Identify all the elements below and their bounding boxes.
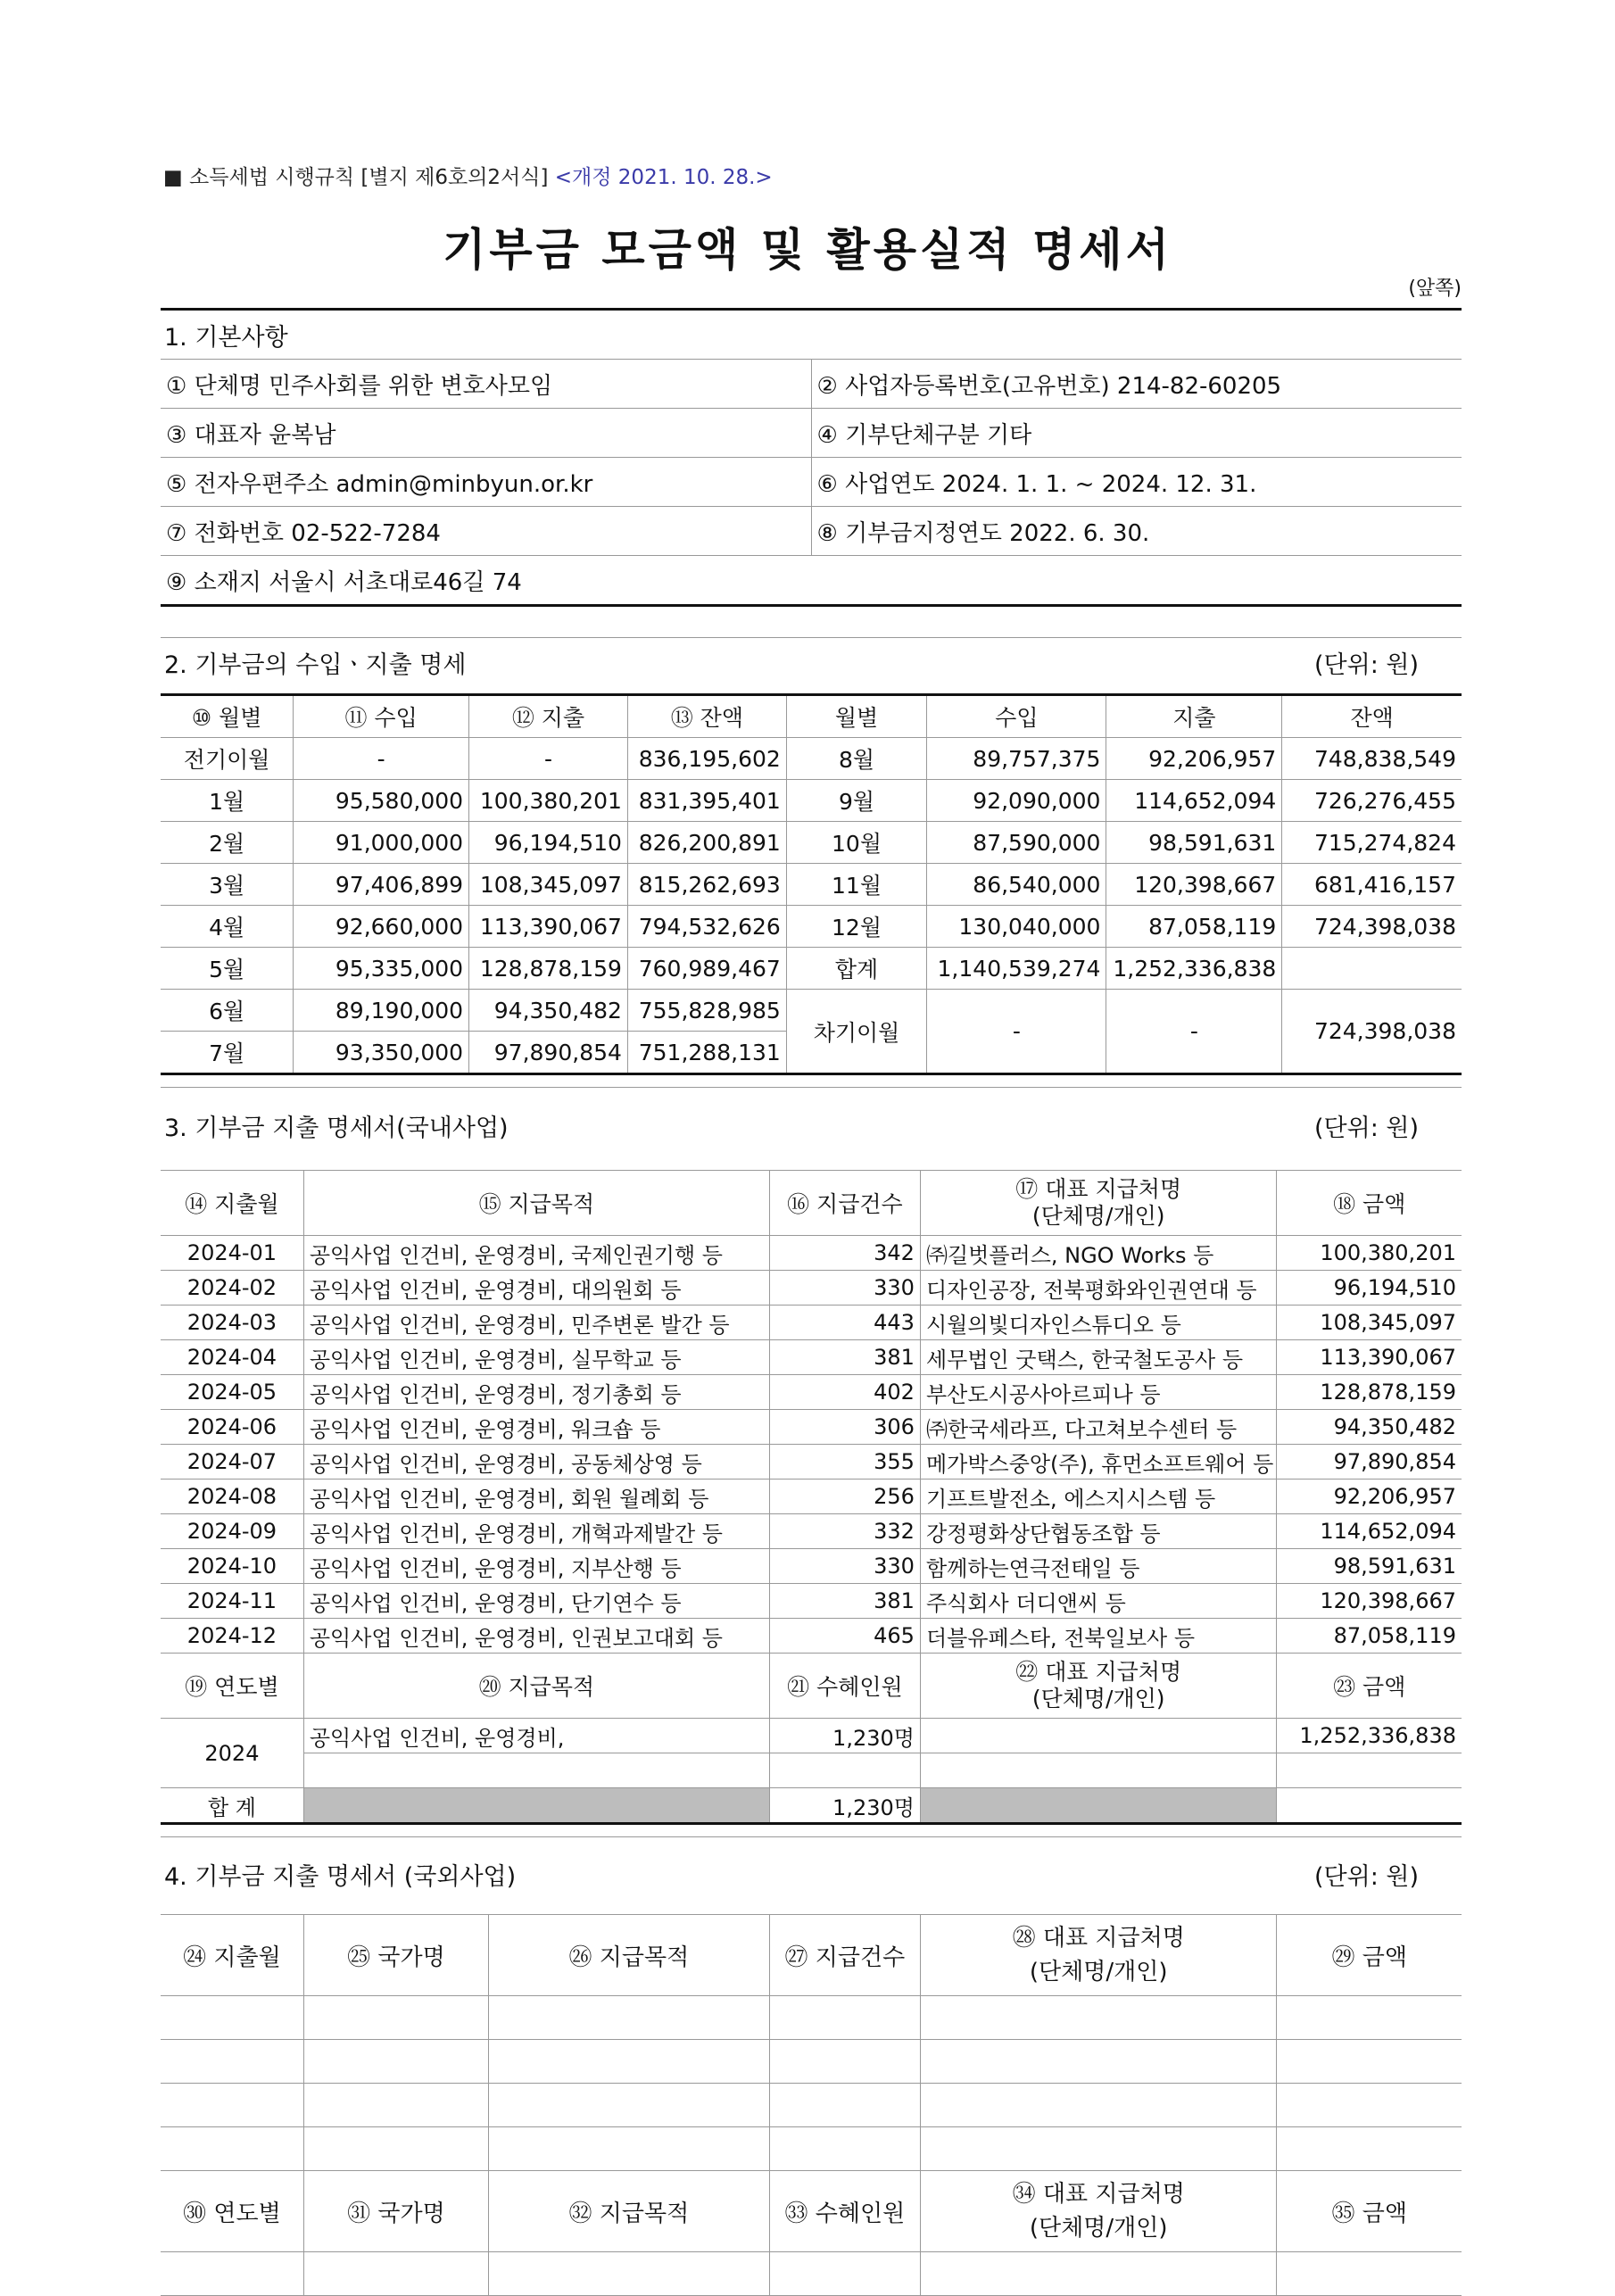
- table-row: 5월 95,335,000 128,878,159 760,989,467 합계 1,140,539,274 1,252,336,838: [161, 948, 1462, 990]
- address: ⑨ 소재지 서울시 서초대로46길 74: [161, 556, 1462, 606]
- form-ref-text: ■ 소득세법 시행규칙 [별지 제6호의2서식]: [163, 166, 549, 189]
- donation-org-type: ④ 기부단체구분 기타: [811, 409, 1462, 458]
- phone: ⑦ 전화번호 02-522-7284: [161, 507, 811, 556]
- table-row: 2024-02 공익사업 인건비, 운영경비, 대의원회 등 330 디자인공장, 전북평화와인권연대 등 96,194,510: [161, 1271, 1462, 1305]
- section-1-title: 1. 기본사항: [161, 308, 1462, 359]
- income-expense-section: [161, 637, 1462, 1075]
- form-reference: [163, 161, 773, 190]
- section-3-title: 3. 기부금 지출 명세서(국내사업) (단위: 원): [161, 1087, 1462, 1163]
- table-row: 7월 93,350,000 97,890,854 751,288,131: [161, 1032, 1462, 1074]
- domestic-header-row: ⑭ 지출월 ⑮ 지급목적 ⑯ 지급건수 ⑰ 대표 지급처명 (단체명/개인) ⑱ 금액: [161, 1171, 1462, 1236]
- table-row: 2024-09 공익사업 인건비, 운영경비, 개혁과제발간 등 332 강정평화상단협동조합 등 114,652,094: [161, 1514, 1462, 1549]
- table-row: [161, 2252, 1462, 2296]
- table-row: 2024-08 공익사업 인건비, 운영경비, 회원 월례회 등 256 기프트발전소, 에스지시스템 등 92,206,957: [161, 1480, 1462, 1514]
- table-row: 2024-12 공익사업 인건비, 운영경비, 인권보고대회 등 465 더블유페스타, 전북일보사 등 87,058,119: [161, 1619, 1462, 1654]
- org-name: ① 단체명 민주사회를 위한 변호사모임: [161, 360, 811, 409]
- table-row: [161, 2084, 1462, 2127]
- col-income: ⑪ 수입: [294, 695, 469, 738]
- income-expense-table: [161, 693, 1462, 1075]
- basic-info-table: [161, 359, 1462, 607]
- representative: ③ 대표자 윤복남: [161, 409, 811, 458]
- table-row: [161, 2040, 1462, 2084]
- foreign-expense-section: [161, 1836, 1462, 2296]
- domestic-year-header-row: ⑲ 연도별 ⑳ 지급목적 ㉑ 수혜인원 ㉒ 대표 지급처명 (단체명/개인) ㉓ 금액: [161, 1654, 1462, 1719]
- designation-year: ⑧ 기부금지정연도 2022. 6. 30.: [811, 507, 1462, 556]
- table-row: [161, 1996, 1462, 2040]
- section-4-title: 4. 기부금 지출 명세서 (국외사업) (단위: 원): [161, 1836, 1462, 1911]
- total-row: 합 계 1,230명: [161, 1788, 1462, 1824]
- document-title: 기부금 모금액 및 활용실적 명세서: [443, 224, 1172, 276]
- email: ⑤ 전자우편주소 admin@minbyun.or.kr: [161, 458, 811, 507]
- foreign-header-row: ㉔ 지출월 ㉕ 국가명 ㉖ 지급목적 ㉗ 지급건수 ㉘ 대표 지급처명 (단체명/개인) ㉙ 금액: [161, 1915, 1462, 1996]
- col-expense: ⑫ 지출: [469, 695, 628, 738]
- col-month: ⑩ 월별: [161, 695, 294, 738]
- table-row: 2024-03 공익사업 인건비, 운영경비, 민주변론 발간 등 443 시월의빛디자인스튜디오 등 108,345,097: [161, 1305, 1462, 1340]
- unit-label: (단위: 원): [1314, 1862, 1419, 1891]
- table-row: 2024-05 공익사업 인건비, 운영경비, 정기총회 등 402 부산도시공사아르피나 등 128,878,159: [161, 1375, 1462, 1410]
- table-row: 3월 97,406,899 108,345,097 815,262,693 11월 86,540,000 120,398,667 681,416,157: [161, 864, 1462, 906]
- income-header-row: [161, 695, 1462, 738]
- foreign-year-header-row: ㉚ 연도별 ㉛ 국가명 ㉜ 지급목적 ㉝ 수혜인원 ㉞ 대표 지급처명 (단체명/개인) ㉟ 금액: [161, 2171, 1462, 2252]
- table-row: 전기이월 - - 836,195,602 8월 89,757,375 92,206,957 748,838,549: [161, 738, 1462, 780]
- col-balance-2: 잔액: [1282, 695, 1462, 738]
- col-month-2: 월별: [786, 695, 926, 738]
- table-row: 1월 95,580,000 100,380,201 831,395,401 9월 92,090,000 114,652,094 726,276,455: [161, 780, 1462, 822]
- table-row: [161, 2127, 1462, 2171]
- foreign-expense-table: [161, 1914, 1462, 2296]
- domestic-expense-section: [161, 1087, 1462, 1825]
- business-year: ⑥ 사업연도 2024. 1. 1. ~ 2024. 12. 31.: [811, 458, 1462, 507]
- domestic-expense-table: [161, 1170, 1462, 1825]
- col-balance: ⑬ 잔액: [627, 695, 786, 738]
- table-row: 2024-06 공익사업 인건비, 운영경비, 워크숍 등 306 ㈜한국세라프, 다고쳐보수센터 등 94,350,482: [161, 1410, 1462, 1445]
- table-row: 2024-01 공익사업 인건비, 운영경비, 국제인권기행 등 342 ㈜길벗플러스, NGO Works 등 100,380,201: [161, 1236, 1462, 1271]
- table-row: 2024-10 공익사업 인건비, 운영경비, 지부산행 등 330 함께하는연극전태일 등 98,591,631: [161, 1549, 1462, 1584]
- table-row: [161, 1753, 1462, 1788]
- revision-date: <개정 2021. 10. 28.>: [554, 166, 773, 189]
- section-2-title: 2. 기부금의 수입ㆍ지출 명세 (단위: 원): [161, 637, 1462, 686]
- unit-label: (단위: 원): [1314, 651, 1419, 679]
- basic-info-section: [161, 308, 1462, 607]
- table-row: 2024 공익사업 인건비, 운영경비, 1,230명 1,252,336,838: [161, 1719, 1462, 1753]
- table-row: 4월 92,660,000 113,390,067 794,532,626 12월 130,040,000 87,058,119 724,398,038: [161, 906, 1462, 948]
- page-side-label: (앞쪽): [1408, 278, 1462, 300]
- col-expense-2: 지출: [1106, 695, 1282, 738]
- table-row: 2024-04 공익사업 인건비, 운영경비, 실무학교 등 381 세무법인 굿택스, 한국철도공사 등 113,390,067: [161, 1340, 1462, 1375]
- table-row: 2월 91,000,000 96,194,510 826,200,891 10월 87,590,000 98,591,631 715,274,824: [161, 822, 1462, 864]
- table-row: 2024-11 공익사업 인건비, 운영경비, 단기연수 등 381 주식회사 더디앤씨 등 120,398,667: [161, 1584, 1462, 1619]
- table-row: 6월 89,190,000 94,350,482 755,828,985 차기이월 - - 724,398,038: [161, 990, 1462, 1032]
- registration-number: ② 사업자등록번호(고유번호) 214-82-60205: [811, 360, 1462, 409]
- unit-label: (단위: 원): [1314, 1114, 1419, 1142]
- col-income-2: 수입: [927, 695, 1106, 738]
- table-row: 2024-07 공익사업 인건비, 운영경비, 공동체상영 등 355 메가박스중앙(주), 휴먼소프트웨어 등 97,890,854: [161, 1445, 1462, 1480]
